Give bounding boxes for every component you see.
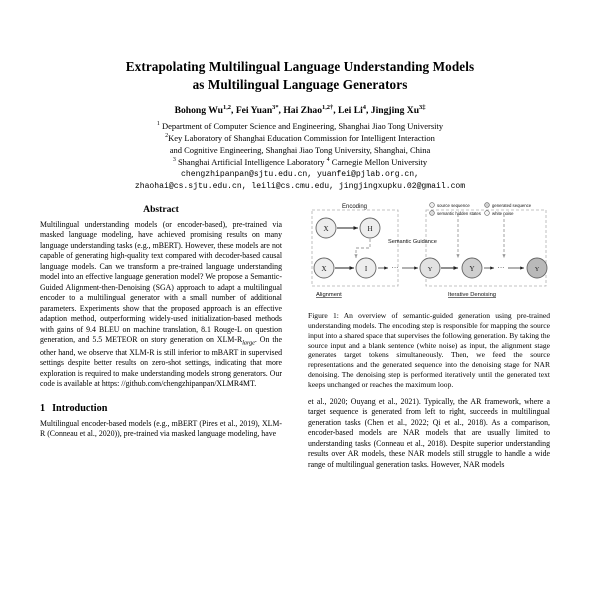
- figure-legend: [430, 203, 532, 216]
- page-title: [60, 58, 540, 94]
- guidance-link-alignment: [356, 239, 370, 258]
- affil-num: 4: [326, 156, 330, 163]
- node-source-bottom-label: X: [321, 265, 327, 273]
- author-affil-marker: 3*: [272, 104, 279, 112]
- affil-num: 1: [156, 121, 160, 128]
- figure-label-semantic-guidance: Semantic Guidance: [388, 239, 437, 245]
- affiliation-line: and Cognitive Engineering, Shanghai Jiao Tong University, Shanghai, China: [169, 144, 431, 155]
- figure-caption-label: Figure 1:: [308, 311, 339, 320]
- affil-num: 2: [165, 133, 169, 140]
- left-column: [40, 200, 282, 470]
- abstract-text: [40, 220, 282, 390]
- abstract-text-part-1: Multilingual understanding models (or encoder-based), pre-trained via masked language modeling, have achieved promising results on many language understanding tasks (e.g., mBERT). However, these models are not capable of generating high-quality text compared with decoder-based causal language models. Can we transform a pre-trained language understanding model into an effective language generation model? We propose a Semantic-Guided Alignment-then-Denoising (SGA) approach to adapt a multilingual encoder to a multilingual generator with a small number of additional parameters. Experiments show that the proposed approach is an effective adaption method, outperforming widely-used initialization-based methods with gains of 9.4 BLEU on machine translation, 8.1 Rouge-L on question generation, and 5.5 METEOR on story generation on XLM-R: [40, 220, 282, 345]
- introduction-paragraph: Multilingual encoder-based models (e.g., mBERT (Pires et al., 2019), XLM-R (Conneau et al., 2020)), pre-trained via masked language modeling, have: [40, 418, 282, 439]
- ellipsis-1: ···: [391, 264, 399, 272]
- legend-label-generated: generated sequence: [492, 203, 532, 208]
- section-number: 1: [40, 402, 46, 414]
- email-line: zhaohai@cs.sjtu.edu.cn, leili@cs.cmu.edu, jingjingxupku.02@gmail.com: [134, 181, 466, 191]
- abstract-heading: Abstract: [143, 204, 179, 215]
- abstract-subscript: large: [242, 340, 255, 347]
- legend-marker-hidden: [430, 211, 435, 216]
- right-column: [308, 200, 550, 470]
- figure-caption-text: An overview of semantic-guided generation using pre-trained understanding models. The encoding step is responsible for mapping the source input into a shared space that supervises the following generation. By taking the source input and a blank sentence (white noise) as input, the alignment stage generates target tokens simultaneously. Then, we feed the source representations and the generated sequence into the denoising stage for NAR denoising. The denoising step is performed iteratively until the generated text keeps unchanged or reaches the maximum loop.: [308, 311, 550, 389]
- section-heading-introduction: [40, 403, 282, 414]
- affiliation-line: $^2$Key Laboratory of Shanghai Education Commission for Intelligent Interaction: [165, 133, 435, 144]
- node-final-label: Y: [534, 267, 540, 273]
- legend-marker-source: [430, 203, 435, 208]
- body-columns: [0, 200, 600, 470]
- legend-marker-noise: [485, 211, 490, 216]
- author-affil-marker: 3‡: [419, 104, 426, 112]
- figure-1: [308, 200, 550, 390]
- legend-label-hidden: semantic hidden states: [437, 211, 481, 216]
- legend-label-source: source sequence: [437, 203, 470, 208]
- title-block: [0, 0, 600, 192]
- affiliation-line: $^3$ Shanghai Artificial Intelligence Laboratory $^4$ Carnegie Mellon University: [172, 156, 428, 167]
- author-affil-marker: 1,2†: [322, 104, 334, 112]
- figure-label-alignment: Alignment: [316, 292, 342, 298]
- node-mid-label: Y: [427, 266, 433, 273]
- figure-1-diagram: [308, 200, 550, 304]
- legend-marker-generated: [485, 203, 490, 208]
- title-line-2: as Multilingual Language Generators: [192, 77, 408, 93]
- legend-label-noise: white noise: [492, 211, 514, 216]
- email-block: [60, 169, 540, 192]
- figure-label-denoising: Iterative Denoising: [448, 292, 497, 298]
- author-affil-marker: 1,2: [223, 104, 232, 112]
- section-title: Introduction: [52, 402, 108, 414]
- abstract-text-part-2: . On the other hand, we observe that XLM-R is still inferior to mBART in supervised settings despite better results on zero-shot settings, indicating that more exploration is required to make understanding models strong generators. Our code is available at https: //github.com/chengzhipanpan/XLMR4MT.: [40, 335, 282, 389]
- figure-label-encoding: Encoding: [342, 204, 368, 210]
- author-affil-marker: 4: [362, 104, 366, 112]
- node-gen-label: Y: [469, 265, 475, 273]
- node-source-top-label: X: [323, 225, 329, 233]
- ellipsis-2: ···: [497, 264, 505, 272]
- figure-1-caption: [308, 311, 550, 390]
- right-column-paragraph: et al., 2020; Ouyang et al., 2021). Typically, the AR framework, where a target sequence is generated from left to right, succeeds in multilingual generation tasks (Chen et al., 2022; Qi et al., 2018). As a comparison, encoder-based models are NAR models that are usually limited to understanding tasks (Conneau et al., 2018). Despite superior understanding results over AR models, these NAR models still struggle to handle a wide range of multilingual generation tasks. However, NAR models: [308, 396, 550, 469]
- email-line: chengzhipanpan@sjtu.edu.cn, yuanfei@pjlab.org.cn,: [181, 170, 419, 180]
- node-noise-label: I: [364, 265, 368, 273]
- affiliation-block: [60, 120, 540, 168]
- node-hidden-label: H: [367, 225, 373, 233]
- affil-num: 3: [172, 156, 176, 163]
- author-list: Bohong Wu$^{1,2}$, Fei Yuan$^{3*}$, Hai Zhao$^{1,2\dagger}$, Lei Li$^4$, Jingjing $Xu^{3\ddagger}$: [174, 104, 426, 117]
- title-line-1: Extrapolating Multilingual Language Understanding Models: [125, 59, 475, 74]
- affiliation-line: $^1$ Department of Computer Science and Engineering, Shanghai Jiao Tong University: [156, 120, 444, 131]
- denoising-region: [426, 210, 546, 286]
